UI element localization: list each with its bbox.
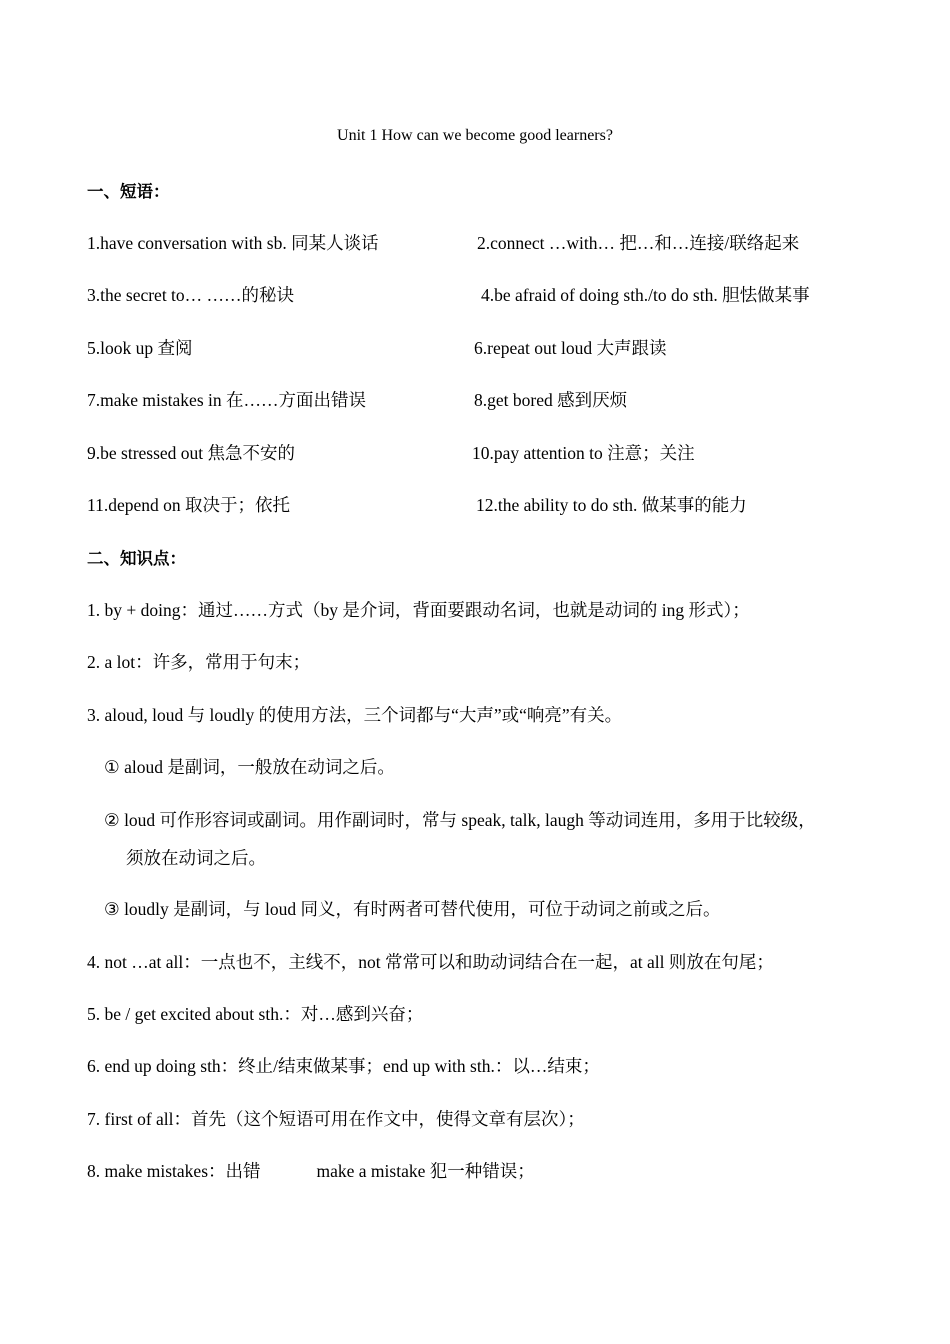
phrase-item-12: 12.the ability to do sth. 做某事的能力 — [476, 495, 747, 515]
phrase-item-11: 11.depend on 取决于；依托 — [87, 495, 291, 515]
phrase-item-8: 8.get bored 感到厌烦 — [474, 390, 628, 410]
point-7: 7. first of all：首先（这个短语可用在作文中，使得文章有层次）； — [87, 1109, 585, 1129]
phrase-item-5: 5.look up 查阅 — [87, 338, 193, 358]
section-heading-points: 二、知识点： — [87, 549, 186, 568]
page-title: Unit 1 How can we become good learners? — [337, 127, 613, 144]
phrase-item-1: 1.have conversation with sb. 同某人谈话 — [87, 233, 379, 253]
point-2: 2. a lot：许多，常用于句末； — [87, 652, 311, 672]
point-3-a: ① aloud 是副词，一般放在动词之后。 — [104, 757, 395, 777]
phrase-item-10: 10.pay attention to 注意；关注 — [472, 443, 695, 463]
point-3-b-line1: ② loud 可作形容词或副词。用作副词时，常与 speak, talk, laugh 等动词连用，多用于比较级， — [104, 810, 816, 830]
point-8-part-b: make a mistake 犯一种错误； — [316, 1161, 535, 1181]
phrase-item-3: 3.the secret to… ……的秘诀 — [87, 285, 295, 305]
section-heading-phrases: 一、短语： — [87, 182, 170, 201]
phrase-item-6: 6.repeat out loud 大声跟读 — [474, 338, 667, 358]
point-1: 1. by + doing：通过……方式（by 是介词，背面要跟动名词，也就是动词的 ing 形式）； — [87, 600, 750, 620]
point-5: 5. be / get excited about sth.：对…感到兴奋； — [87, 1004, 424, 1024]
point-8 — [87, 1158, 535, 1183]
point-3-b-line2: 须放在动词之后。 — [126, 848, 266, 868]
phrase-item-7: 7.make mistakes in 在……方面出错误 — [87, 390, 366, 410]
point-3-c: ③ loudly 是副词，与 loud 同义，有时两者可替代使用，可位于动词之前或之后。 — [104, 899, 721, 919]
phrase-item-9: 9.be stressed out 焦急不安的 — [87, 443, 296, 463]
point-4: 4. not …at all：一点也不，主线不，not 常常可以和助动词结合在一起，at all 则放在句尾； — [87, 952, 774, 972]
phrase-item-4: 4.be afraid of doing sth./to do sth. 胆怯做某事 — [481, 285, 810, 305]
point-3: 3. aloud, loud 与 loudly 的使用方法，三个词都与“大声”或“响亮”有关。 — [87, 705, 623, 725]
point-8-part-a: 8. make mistakes：出错 — [87, 1161, 261, 1181]
point-6: 6. end up doing sth：终止/结束做某事；end up with sth.：以…结束； — [87, 1056, 600, 1076]
phrase-item-2: 2.connect …with… 把…和…连接/联络起来 — [477, 233, 800, 253]
